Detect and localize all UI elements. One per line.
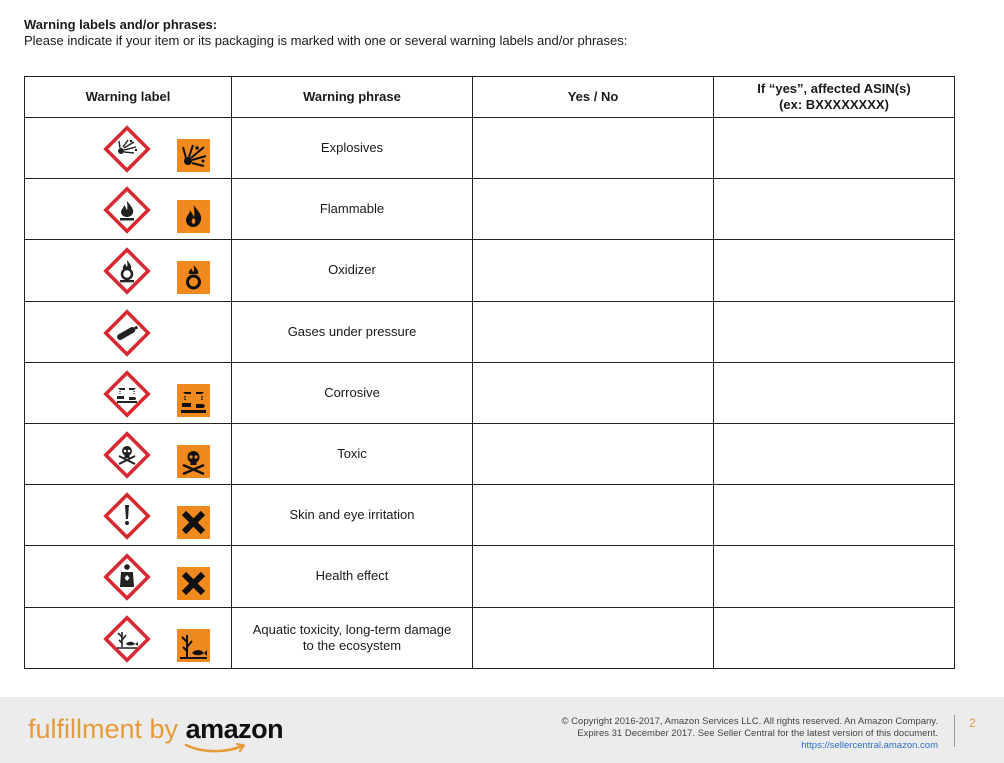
affected-asin-field[interactable] [714,240,955,301]
yes-no-field[interactable] [473,240,714,301]
header-yes-no: Yes / No [473,77,714,118]
seller-central-link[interactable]: https://sellercentral.amazon.com [801,740,938,751]
yes-no-field[interactable] [473,118,714,179]
warning-label-cell [25,118,232,179]
warning-phrase-cell: Corrosive [232,362,473,423]
warning-label-cell [25,607,232,668]
harmful-x-orange-icon [177,506,210,539]
warning-label-cell [25,423,232,484]
warning-phrase-cell: Flammable [232,179,473,240]
harmful-x-orange-icon [177,567,210,600]
yes-no-field[interactable] [473,485,714,546]
table-row [25,607,955,668]
yes-no-field[interactable] [473,179,714,240]
yes-no-field[interactable] [473,423,714,484]
exclamation-mark-icon [101,490,153,542]
table-row [25,546,955,607]
warning-label-cell [25,240,232,301]
brand-prefix: fulfillment by [28,714,186,744]
affected-asin-field[interactable] [714,546,955,607]
warning-labels-table [24,76,955,669]
yes-no-field[interactable] [473,362,714,423]
oxidizer-orange-icon [177,261,210,294]
corrosive-orange-icon [177,384,210,417]
warning-phrase-cell: Skin and eye irritation [232,485,473,546]
warning-phrase-cell [232,607,473,668]
affected-asin-field[interactable] [714,423,955,484]
affected-asin-field[interactable] [714,607,955,668]
yes-no-field[interactable] [473,607,714,668]
affected-asin-field[interactable] [714,485,955,546]
header-asin-line1: If “yes”, affected ASIN(s) [757,81,911,96]
warning-label-cell [25,362,232,423]
warning-phrase-cell: Oxidizer [232,240,473,301]
section-heading [24,17,627,49]
affected-asin-field[interactable] [714,301,955,362]
table-row [25,118,955,179]
header-warning-label: Warning label [25,77,232,118]
table-row [25,362,955,423]
legal-notice [562,716,938,752]
page-number: 2 [969,716,976,730]
page-footer [0,697,1004,763]
copyright-text: © Copyright 2016-2017, Amazon Services LLC. All rights reserved. An Amazon Company. [561,716,938,727]
gas-cylinder-icon [101,307,153,359]
section-title: Warning labels and/or phrases: [24,17,218,32]
warning-phrase-cell: Toxic [232,423,473,484]
explosive-orange-icon [177,139,210,172]
header-warning-phrase: Warning phrase [232,77,473,118]
warning-phrase-cell: Gases under pressure [232,301,473,362]
warning-label-cell [25,179,232,240]
warning-phrase-line1: Aquatic toxicity, long-term damage [252,621,452,637]
brand-name: amazon [185,714,284,744]
header-affected-asins [714,77,955,118]
warning-phrase-cell: Explosives [232,118,473,179]
amazon-smile-icon [184,743,248,755]
health-hazard-icon [101,551,153,603]
fulfillment-by-amazon-logo [28,713,283,745]
flame-orange-icon [177,200,210,233]
flame-icon [101,184,153,236]
toxic-orange-icon [177,445,210,478]
warning-label-cell [25,546,232,607]
environment-icon [101,613,153,665]
warning-phrase-line2: to the ecosystem [302,637,402,653]
table-row [25,485,955,546]
section-instruction: Please indicate if your item or its packaging is marked with one or several warning labels and/or phrases: [24,33,628,48]
affected-asin-field[interactable] [714,118,955,179]
corrosion-icon [101,368,153,420]
expiry-text: Expires 31 December 2017. See Seller Central for the latest version of this document. [577,728,938,739]
table-row [25,179,955,240]
exploding-bomb-icon [101,123,153,175]
affected-asin-field[interactable] [714,362,955,423]
table-row [25,301,955,362]
environment-orange-icon [177,629,210,662]
flame-over-circle-icon [101,245,153,297]
footer-divider [954,715,955,747]
warning-phrase-cell: Health effect [232,546,473,607]
table-header-row [25,77,955,118]
yes-no-field[interactable] [473,546,714,607]
skull-crossbones-icon [101,429,153,481]
table-row [25,423,955,484]
header-asin-line2: (ex: BXXXXXXXX) [779,97,889,112]
table-row [25,240,955,301]
warning-label-cell [25,301,232,362]
affected-asin-field[interactable] [714,179,955,240]
warning-label-cell [25,485,232,546]
yes-no-field[interactable] [473,301,714,362]
